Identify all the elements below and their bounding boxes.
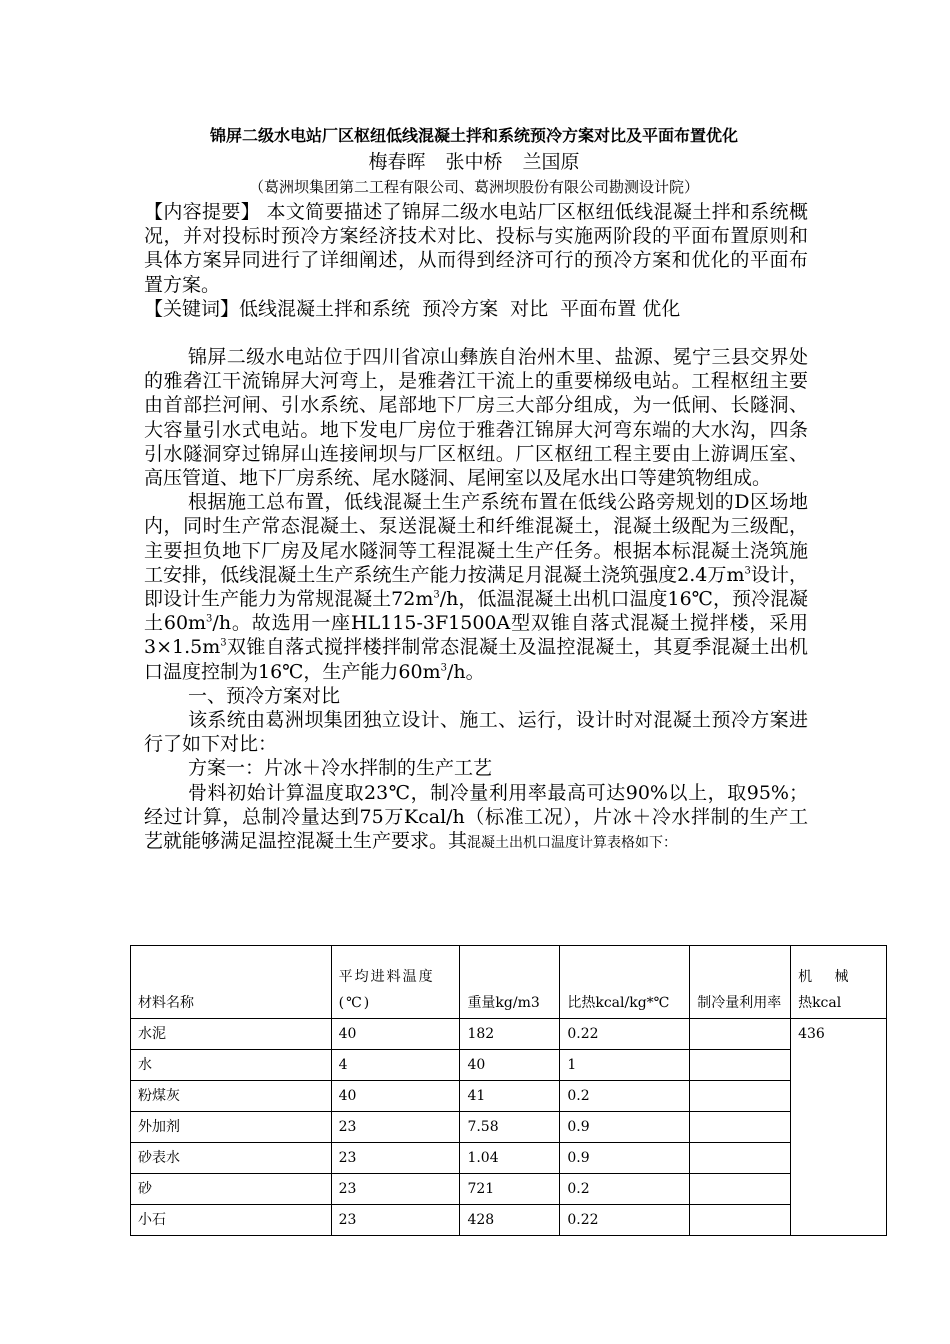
temperature-table (130, 945, 887, 1236)
cell: 水 (131, 1050, 332, 1081)
header-weight: 重量kg/m3 (460, 946, 560, 1019)
keywords-text: 低线混凝土拌和系统 预冷方案 对比 平面布置 优化 (239, 297, 681, 320)
keywords (144, 297, 808, 321)
cell: 1 (560, 1050, 690, 1081)
cell: 40 (331, 1081, 460, 1112)
p2-text-c: /h，低温混凝土出机口温度16℃，预冷混凝土60m (144, 588, 808, 635)
cell: 23 (331, 1112, 460, 1143)
cell (690, 1081, 791, 1112)
table-row (131, 1112, 887, 1143)
body-text (144, 200, 808, 855)
paragraph-1: 锦屏二级水电站位于四川省凉山彝族自治州木里、盐源、冕宁三县交界处的雅砻江干流锦屏大河弯上，是雅砻江干流上的重要梯级电站。工程枢纽主要由首部拦河闸、引水系统、尾部地下厂房三大部分组成，为一低闸、长隧洞、大容量引水式电站。地下发电厂房位于雅砻江锦屏大河弯东端的大水沟，四条引水隧洞穿过锦屏山连接闸坝与厂区枢纽。厂区枢纽工程主要由上游调压室、高压管道、地下厂房系统、尾水隧洞、尾闸室以及尾水出口等建筑物组成。 (144, 346, 808, 490)
table-row (131, 1205, 887, 1236)
author-list: 梅春晖 张中桥 兰国原 (368, 151, 580, 173)
cell (690, 1050, 791, 1081)
header-cooling-rate: 制冷量利用率 (690, 946, 791, 1019)
table-row (131, 1081, 887, 1112)
cell: 粉煤灰 (131, 1081, 332, 1112)
p2-text-a: 根据施工总布置，低线混凝土生产系统布置在低线公路旁规划的D区场地内，同时生产常态混凝土、泵送混凝土和纤维混凝土，混凝土级配为三级配，主要担负地下厂房及尾水隧洞等工程混凝土生产任务。根据本标混凝土浇筑施工安排，低线混凝土生产系统生产能力按满足月混凝土浇筑强度2.4万m (144, 491, 808, 586)
header-material: 材料名称 (131, 946, 332, 1019)
p2-text-b: 设计，即设计生产能力为常规混凝土72m (144, 563, 808, 611)
mech-heat-value: 436 (791, 1019, 887, 1236)
cell: 23 (331, 1205, 460, 1236)
superscript: 3 (433, 589, 440, 601)
table-row (131, 1019, 887, 1050)
cell: 23 (331, 1143, 460, 1174)
cell: 182 (460, 1019, 560, 1050)
table-row (131, 1143, 887, 1174)
abstract (144, 200, 808, 297)
superscript: 3 (744, 565, 751, 577)
header-mech-heat: 机 械 热kcal (791, 946, 887, 1019)
cell: 0.2 (560, 1081, 690, 1112)
table-header-row (131, 946, 887, 1019)
cell: 41 (460, 1081, 560, 1112)
cell: 7.58 (460, 1112, 560, 1143)
affiliation: （葛洲坝集团第二工程有限公司、葛洲坝股份有限公司勘测设计院） (248, 178, 699, 196)
cell: 外加剂 (131, 1112, 332, 1143)
p2-text-d: /h。故选用一座HL115-3F1500A型双锥自落式混凝土搅拌楼，采用3×1.5m (144, 612, 808, 659)
header-specific-heat: 比热kcal/kg*℃ (560, 946, 690, 1019)
cell: 40 (460, 1050, 560, 1081)
cell: 4 (331, 1050, 460, 1081)
cell: 小石 (131, 1205, 332, 1236)
cell (690, 1143, 791, 1174)
superscript: 3 (206, 613, 213, 625)
section-heading-1: 一、预冷方案对比 (188, 684, 341, 707)
cell: 砂 (131, 1174, 332, 1205)
paper-title: 锦屏二级水电站厂区枢纽低线混凝土拌和系统预冷方案对比及平面布置优化 (209, 126, 738, 145)
cell (690, 1019, 791, 1050)
paragraph-3: 该系统由葛洲坝集团独立设计、施工、运行，设计时对混凝土预冷方案进行了如下对比： (144, 709, 808, 756)
table-row (131, 1050, 887, 1081)
superscript: 3 (440, 662, 448, 674)
keywords-label: 【关键词】 (144, 297, 240, 320)
cell: 1.04 (460, 1143, 560, 1174)
abstract-label: 【内容提要】 (144, 201, 261, 223)
p2-text-e: 双锥自落式搅拌楼拌制常态混凝土及温控混凝土，其夏季混凝土出机口温度控制为16℃，生产能力60m (144, 636, 808, 683)
cell: 水泥 (131, 1019, 332, 1050)
scheme-1-heading: 方案一：片冰＋冷水拌制的生产工艺 (188, 757, 493, 780)
cell: 0.22 (560, 1205, 690, 1236)
cell: 0.9 (560, 1112, 690, 1143)
cell: 23 (331, 1174, 460, 1205)
table-row (131, 1174, 887, 1205)
cell: 0.2 (560, 1174, 690, 1205)
p4-text-a: 骨料初始计算温度取23℃，制冷量利用率最高可达90%以上，取95%；经过计算，总制冷量达到75万Kcal/h（标准工况），片冰＋冷水拌制的生产工艺就能够满足温控混凝土生产要求。其 (144, 781, 808, 853)
p2-text-f: /h。 (447, 660, 485, 683)
blank-line (144, 321, 808, 345)
p4-text-b: 混凝土出机口温度计算表格如下： (467, 835, 678, 852)
superscript: 3 (220, 638, 227, 650)
cell: 428 (460, 1205, 560, 1236)
cell: 砂表水 (131, 1143, 332, 1174)
header-avg-temp: 平均进料温度(℃) (331, 946, 460, 1019)
cell: 721 (460, 1174, 560, 1205)
cell: 0.9 (560, 1143, 690, 1174)
cell (690, 1112, 791, 1143)
cell (690, 1174, 791, 1205)
cell: 40 (331, 1019, 460, 1050)
paragraph-4 (144, 781, 808, 856)
abstract-text: 本文简要描述了锦屏二级水电站厂区枢纽低线混凝土拌和系统概况，并对投标时预冷方案经济技术对比、投标与实施两阶段的平面布置原则和具体方案异同进行了详细阐述，从而得到经济可行的预冷方案和优化的平面布置方案。 (144, 201, 808, 296)
cell (690, 1205, 791, 1236)
cell: 0.22 (560, 1019, 690, 1050)
paragraph-2 (144, 490, 808, 684)
